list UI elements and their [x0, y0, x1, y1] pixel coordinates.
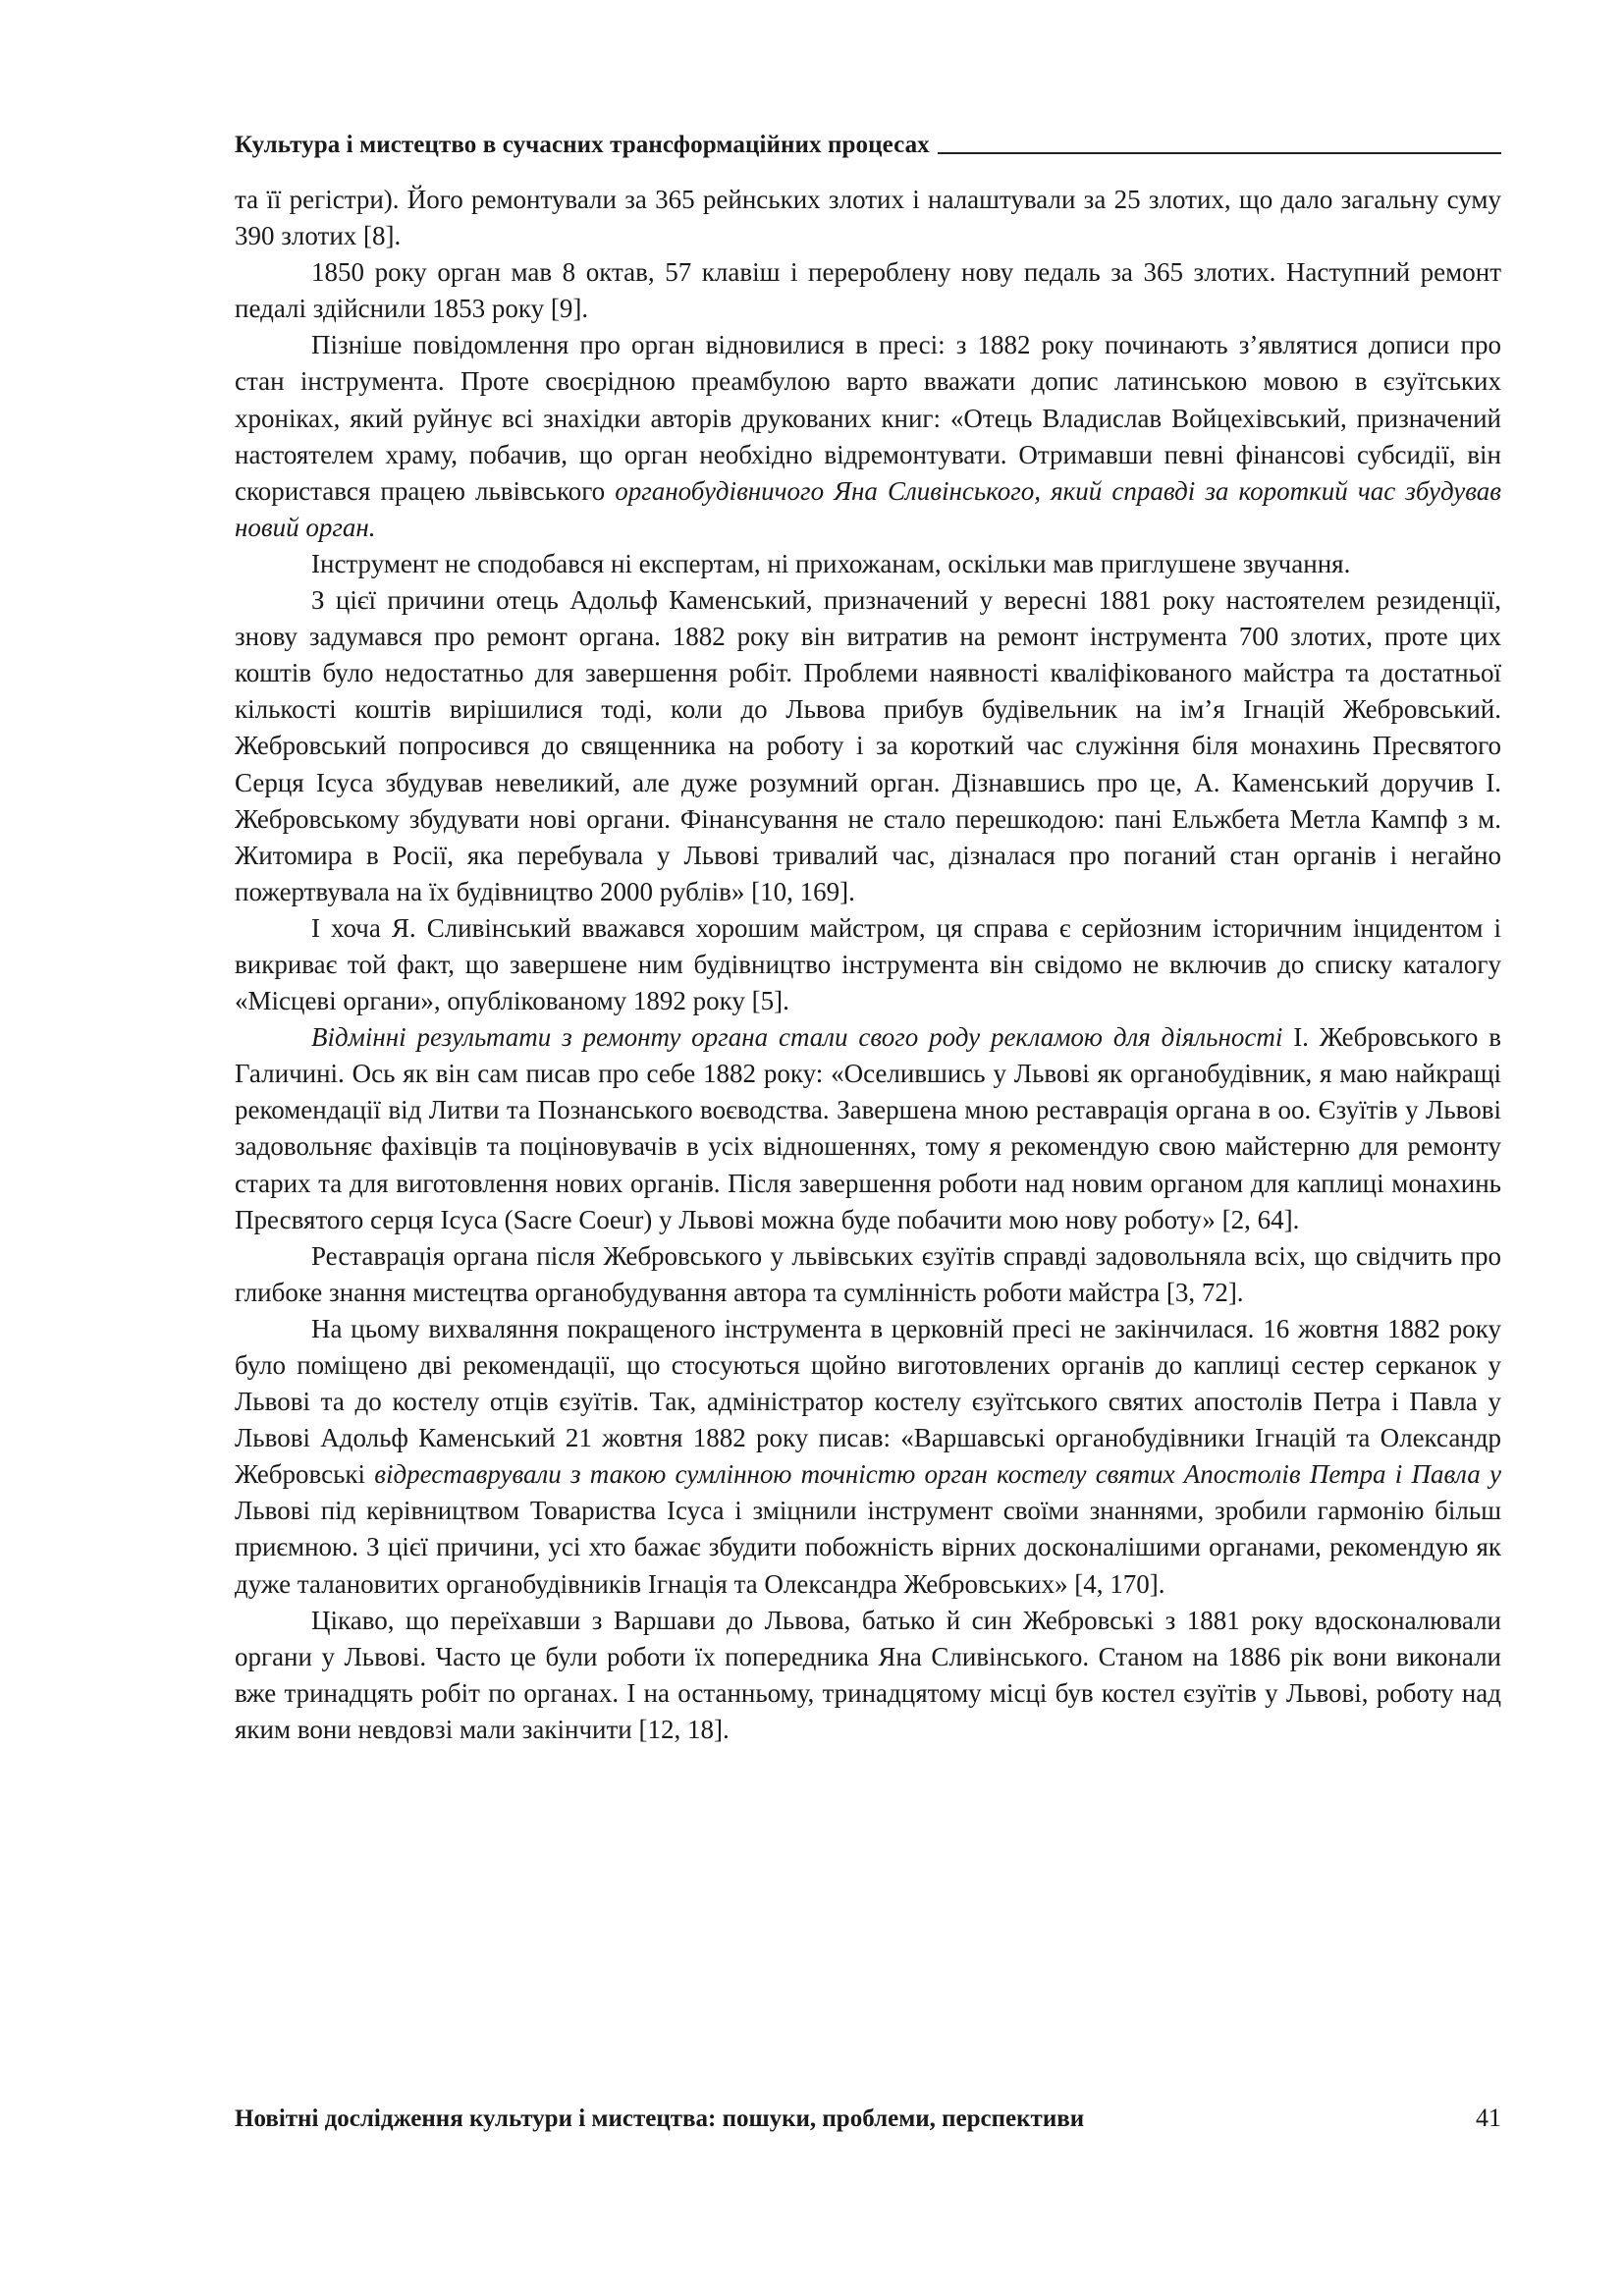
paragraph-text: Інструмент не сподобався ні експертам, ні прихожанам, оскільки мав приглушене звучання.: [311, 548, 1351, 578]
paragraph-italic-text: відреставрували з такою сумлінною точністю орган костелу святих Апостолів Петра і Павла у: [374, 1459, 1501, 1490]
paragraph-text: І. Жебровського в Галичині. Ось як він сам писав про себе 1882 року: «Оселившись у Львові як органобудівник, я маю найкращі рекомендації від Литви та Познанського воєводства. Завершена мною реставрація органа в оо. Єзуїтів у Львові задовольняє фахівців та поціновувачів в усіх відношеннях, тому я рекомендую свою майстерню для ремонту старих та для виготовлення нових органів. Після завершення роботи над новим органом для каплиці монахинь Пресвятого серця Ісуса (Sacre Coeur) у Львові можна буде побачити мою нову роботу» [2, 64].: [235, 1022, 1501, 1234]
paragraph-9: [235, 1311, 1501, 1603]
paragraph-text: Пізніше повідомлення про орган відновилися в пресі: з 1882 року починають з’являтися дописи про стан інструмента. Проте своєрідною преамбулою варто вважати допис латинською мовою в єзуїтських хроніках, який руйнує всі знахідки авторів друкованих книг: «Отець Владислав Войцехівський, призначений настоятелем храму, побачив, що орган необхідно відремонтувати. Отримавши певні фінансові субсидії, він скористався працею львівського: [235, 330, 1501, 506]
running-footer: [235, 2104, 1501, 2133]
paragraph-text: та її регістри). Його ремонтували за 365 рейнських злотих і налаштували за 25 злотих, що дало загальну суму 390 злотих [8].: [235, 185, 1501, 251]
paragraph-text: І хоча Я. Сливінський вважався хорошим майстром, ця справа є серйозним історичним інцидентом і викриває той факт, що завершене ним будівництво інструмента він свідомо не включив до списку каталогу «Місцеві органи», опублікованому 1892 року [5].: [235, 912, 1501, 1016]
paragraph-4: [235, 546, 1501, 582]
paragraph-text: Цікаво, що переїхавши з Варшави до Львова, батько й син Жебровські з 1881 року вдосконалювали органи у Львові. Часто це були роботи їх попередника Яна Сливінського. Станом на 1886 рік вони виконали вже тринадцять робіт по органах. І на останньому, тринадцятому місці був костел єзуїтів у Львові, роботу над яким вони невдовзі мали закінчити [12, 18].: [235, 1605, 1501, 1744]
paragraph-italic-text: Відмінні результати з ремонту органа стали свого роду рекламою для діяльності: [311, 1022, 1283, 1053]
paragraph-text: Реставрація органа після Жебровського у львівських єзуїтів справді задовольняла всіх, що свідчить про глибоке знання мистецтва органобудування автора та сумлінність роботи майстра [3, 72].: [235, 1240, 1501, 1307]
article-body: [235, 182, 1501, 1748]
paragraph-1: [235, 182, 1501, 254]
paragraph-3: [235, 327, 1501, 546]
paragraph-8: [235, 1238, 1501, 1311]
page-number: 41: [1476, 2104, 1501, 2132]
paragraph-text: 1850 року орган мав 8 октав, 57 клавіш і перероблену нову педаль за 365 злотих. Наступний ремонт педалі здійснили 1853 року [9].: [235, 257, 1501, 324]
paragraph-text: З цієї причини отець Адольф Каменський, призначений у вересні 1881 року настоятелем резиденції, знову задумався про ремонт органа. 1882 року він витратив на ремонт інструмента 700 злотих, проте цих коштів було недостатньо для завершення робіт. Проблеми наявності кваліфікованого майстра та достатньої кількості коштів вирішилися тоді, коли до Львова прибув будівельник на ім’я Ігнацій Жебровський. Жебровський попросився до священника на роботу і за короткий час служіння біля монахинь Пресвятого Серця Ісуса збудував невеликий, але дуже розумний орган. Дізнавшись про це, А. Каменський доручив І. Жебровському збудувати нові органи. Фінансування не стало перешкодою: пані Ельжбета Метла Кампф з м. Житомира в Росії, яка перебувала у Львові тривалий час, дізналася про поганий стан органів і негайно пожертвувала на їх будівництво 2000 рублів» [10, 169].: [235, 585, 1501, 906]
paragraph-6: [235, 910, 1501, 1019]
paragraph-text: На цьому вихваляння покращеного інструмента в церковній пресі не закінчилася. 16 жовтня 1882 року було поміщено дві рекомендації, що стосуються щойно виготовлених органів до каплиці сестер серканок у Львові та до костелу отців єзуїтів. Так, адміністратор костелу єзуїтського святих апостолів Петра і Павла у Львові Адольф Каменський 21 жовтня 1882 року писав: «Варшавські органобудівники Ігнацій та Олександр Жебровські: [235, 1313, 1501, 1490]
header-title: Культура і мистецтво в сучасних трансформаційних процесах: [235, 132, 930, 158]
running-header: [235, 132, 1501, 159]
footer-title: Новітні дослідження культури і мистецтва: пошуки, проблеми, перспективи: [235, 2105, 1085, 2132]
paragraph-text: Львові під керівництвом Товариства Ісуса і зміцнили інструмент своїми знаннями, зробили гармонію більш приємною. З цієї причини, усі хто бажає збудити побожність вірних досконалішими органами, рекомендую як дуже талановитих органобудівників Ігнація та Олександра Жебровських» [4, 170].: [235, 1496, 1501, 1599]
paragraph-5: [235, 582, 1501, 910]
paragraph-2: [235, 254, 1501, 327]
header-rule: [938, 152, 1501, 154]
paragraph-italic-text: органобудівничого Яна Сливінського, який справді за короткий час збудував новий орган.: [235, 475, 1501, 542]
paragraph-7: [235, 1019, 1501, 1238]
paragraph-10: [235, 1603, 1501, 1748]
